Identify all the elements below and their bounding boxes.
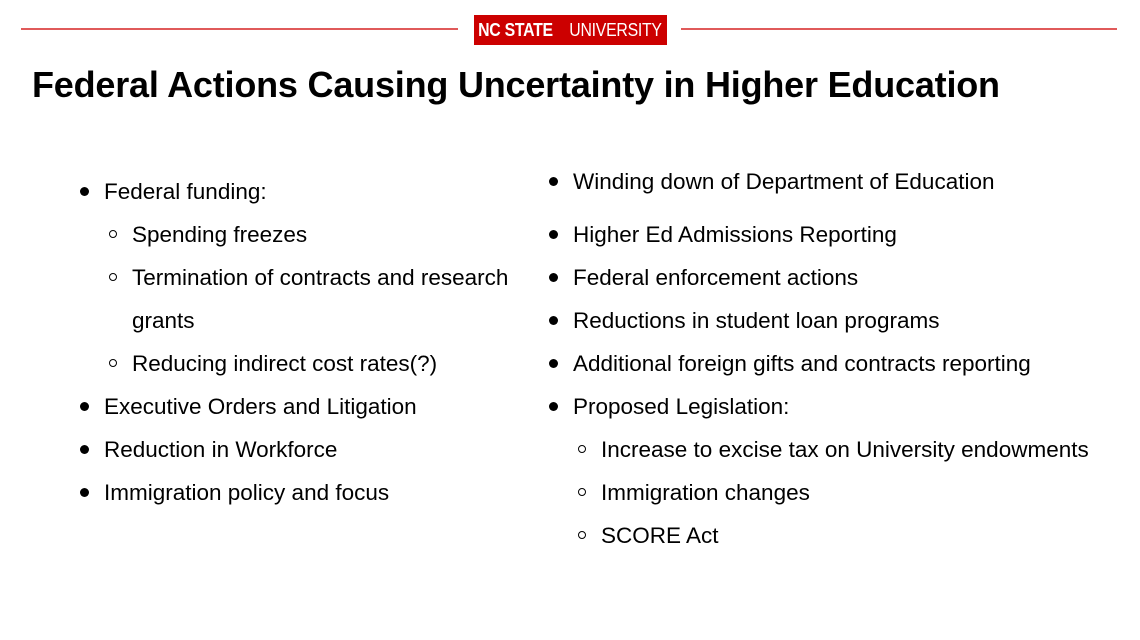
bullet-item [545, 256, 1135, 299]
sub-bullet-item [76, 256, 546, 299]
bullet-text: SCORE Act [601, 523, 719, 548]
bullet-item [76, 471, 546, 514]
hollow-bullet-icon [578, 445, 586, 453]
bullet-item [545, 160, 1135, 203]
bullet-text: Higher Ed Admissions Reporting [573, 222, 897, 247]
bullet-item [76, 170, 546, 213]
sub-bullet-item [545, 471, 1135, 514]
filled-bullet-icon [549, 359, 558, 368]
bullet-text: Reduction in Workforce [104, 437, 338, 462]
bullet-item [76, 428, 546, 471]
sub-bullet-item [545, 514, 1135, 557]
hollow-bullet-icon [109, 230, 117, 238]
bullet-text-continuation: grants [132, 308, 195, 333]
hollow-bullet-icon [578, 488, 586, 496]
bullet-text: Increase to excise tax on University endowments [601, 437, 1089, 462]
bullet-text: Termination of contracts and research [132, 265, 509, 290]
bullet-text: Additional foreign gifts and contracts reporting [573, 351, 1031, 376]
logo-text-strong: NC STATE [478, 19, 553, 40]
filled-bullet-icon [549, 177, 558, 186]
filled-bullet-icon [549, 402, 558, 411]
nc-state-logo [474, 15, 667, 45]
sub-bullet-item [545, 428, 1135, 471]
bullet-text: Reductions in student loan programs [573, 308, 940, 333]
sub-bullet-item [76, 342, 546, 385]
hollow-bullet-icon [109, 359, 117, 367]
bullet-item [545, 385, 1135, 428]
bullet-text: Executive Orders and Litigation [104, 394, 417, 419]
bullet-item [545, 299, 1135, 342]
sub-bullet-item [76, 213, 546, 256]
bullet-text: Spending freezes [132, 222, 308, 247]
bullet-item [545, 342, 1135, 385]
bullet-text: Immigration changes [601, 480, 810, 505]
bullet-text: Federal enforcement actions [573, 265, 859, 290]
right-bullet-column [545, 160, 1135, 557]
header-rule-right [681, 28, 1117, 30]
slide-title: Federal Actions Causing Uncertainty in Higher Education [32, 64, 1000, 105]
filled-bullet-icon [80, 187, 89, 196]
hollow-bullet-icon [109, 273, 117, 281]
spacer [545, 203, 1135, 213]
filled-bullet-icon [80, 402, 89, 411]
bullet-text: Federal funding: [104, 179, 267, 204]
bullet-text: Proposed Legislation: [573, 394, 790, 419]
filled-bullet-icon [549, 230, 558, 239]
bullet-item [545, 213, 1135, 256]
bullet-item [76, 385, 546, 428]
filled-bullet-icon [549, 316, 558, 325]
filled-bullet-icon [80, 445, 89, 454]
bullet-text: Winding down of Department of Education [573, 169, 995, 194]
logo-text-light: UNIVERSITY [569, 19, 662, 40]
hollow-bullet-icon [578, 531, 586, 539]
bullet-text: Reducing indirect cost rates(?) [132, 351, 438, 376]
left-bullet-column [76, 170, 546, 514]
bullet-text: Immigration policy and focus [104, 480, 390, 505]
filled-bullet-icon [549, 273, 558, 282]
filled-bullet-icon [80, 488, 89, 497]
header-rule-left [21, 28, 458, 30]
